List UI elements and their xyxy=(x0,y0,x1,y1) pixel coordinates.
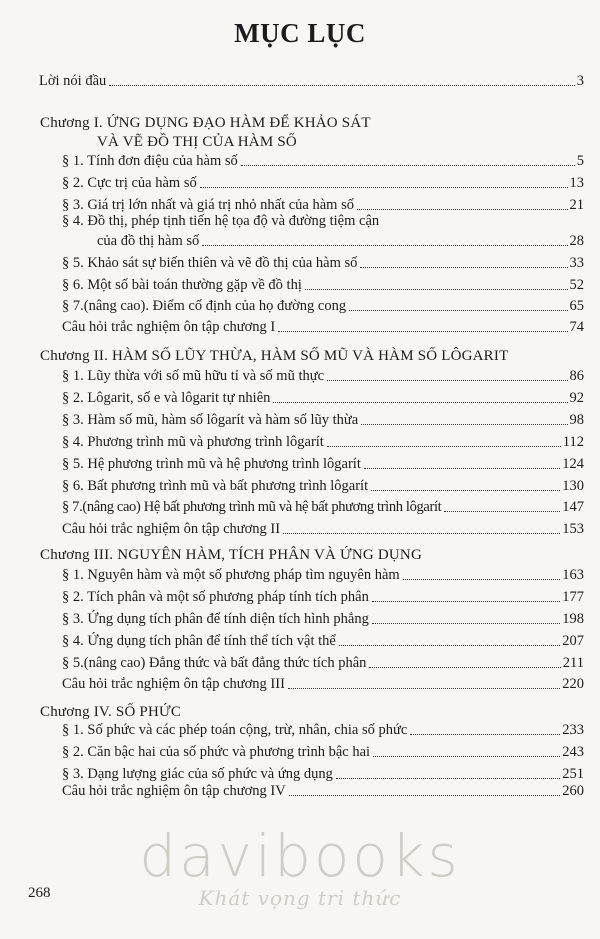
toc-entry xyxy=(62,673,584,693)
toc-entry-label: § 3. Dạng lượng giác của số phức và ứng dụng xyxy=(62,766,333,782)
toc-entry-page: 198 xyxy=(562,611,584,627)
dot-leader xyxy=(403,578,561,580)
dot-leader xyxy=(109,84,574,86)
dot-leader xyxy=(361,423,567,425)
toc-entry-label: § 6. Một số bài toán thường gặp về đồ thị xyxy=(62,277,302,293)
toc-entry xyxy=(62,172,584,192)
dot-leader xyxy=(288,687,560,689)
page-title: MỤC LỤC xyxy=(234,18,366,48)
toc-entry-label: § 2. Tích phân và một số phương pháp tính tích phân xyxy=(62,589,369,605)
dot-leader xyxy=(357,208,568,210)
chapter-heading: Chương III. NGUYÊN HÀM, TÍCH PHÂN VÀ ỨNG DỤNG xyxy=(40,547,422,563)
toc-entry-label: § 6. Bất phương trình mũ và bất phương trình lôgarít xyxy=(62,478,369,494)
toc-entry-label: § 3. Giá trị lớn nhất và giá trị nhỏ nhất của hàm số xyxy=(62,197,354,213)
toc-entry-page: 243 xyxy=(562,744,584,760)
toc-entry-page: 13 xyxy=(569,175,584,191)
toc-entry xyxy=(62,630,584,650)
toc-entry-page: 177 xyxy=(562,589,584,605)
toc-entry-label: Câu hỏi trắc nghiệm ôn tập chương IV xyxy=(62,783,286,799)
toc-entry-label: § 5. Hệ phương trình mũ và hệ phương trình lôgarít xyxy=(62,456,361,472)
toc-entry-page: 86 xyxy=(569,368,584,384)
toc-entry-label: § 2. Cực trị của hàm số xyxy=(62,175,197,191)
toc-entry-page: 211 xyxy=(562,655,584,671)
toc-entry-label: Câu hỏi trắc nghiệm ôn tập chương I xyxy=(62,319,276,335)
chapter-heading: Chương II. HÀM SỐ LŨY THỪA, HÀM SỐ MŨ VÀ HÀM SỐ LÔGARIT xyxy=(40,348,509,364)
dot-leader xyxy=(289,794,561,796)
toc-entry-label: § 7.(nâng cao). Điểm cố định của họ đường cong xyxy=(62,298,347,314)
toc-entry-page: 52 xyxy=(569,277,584,293)
dot-leader xyxy=(410,733,560,735)
toc-entry-page: 21 xyxy=(569,197,584,213)
toc-entry xyxy=(62,252,584,272)
toc-entry-preface xyxy=(39,70,584,90)
chapter-heading: Chương I. ỨNG DỤNG ĐẠO HÀM ĐỂ KHẢO SÁT xyxy=(40,115,371,131)
toc-entry xyxy=(62,274,584,294)
toc-entry-label: § 3. Ứng dụng tích phân để tính diện tích hình phẳng xyxy=(62,611,369,627)
dot-leader xyxy=(202,244,567,246)
toc-entry xyxy=(62,719,584,739)
toc-entry-page: 147 xyxy=(562,499,584,515)
toc-entry-label: Câu hỏi trắc nghiệm ôn tập chương II xyxy=(62,521,281,537)
toc-entry xyxy=(62,741,584,761)
toc-entry-page: 28 xyxy=(569,233,584,249)
toc-entry-label: § 5. Khảo sát sự biến thiên và vẽ đồ thị của hàm số xyxy=(62,255,358,271)
toc-entry-page: 98 xyxy=(569,412,584,428)
dot-leader xyxy=(372,622,560,624)
toc-entry-page: 5 xyxy=(576,153,584,169)
toc-entry xyxy=(62,608,584,628)
toc-entry-label: § 1. Số phức và các phép toán cộng, trừ, nhân, chia số phức xyxy=(62,722,408,738)
toc-entry xyxy=(62,150,584,170)
toc-entry-page: 251 xyxy=(562,766,584,782)
toc-entry-label: § 4. Ứng dụng tích phân để tính thể tích vật thể xyxy=(62,633,336,649)
toc-entry xyxy=(62,496,584,516)
toc-entry-label: § 1. Nguyên hàm và một số phương pháp tìm nguyên hàm xyxy=(62,567,400,583)
toc-entry xyxy=(62,431,584,451)
toc-entry-label: § 2. Lôgarit, số e và lôgarit tự nhiên xyxy=(62,390,271,406)
toc-entry-label: § 4. Phương trình mũ và phương trình lôgarít xyxy=(62,434,324,450)
dot-leader xyxy=(200,186,568,188)
toc-entry xyxy=(97,230,584,250)
toc-entry-label: § 1. Lũy thừa với số mũ hữu tỉ và số mũ thực xyxy=(62,368,325,384)
toc-entry-page: 130 xyxy=(562,478,584,494)
toc-entry xyxy=(62,586,584,606)
toc-entry-page: 112 xyxy=(562,434,584,450)
toc-entry xyxy=(62,316,584,336)
toc-entry xyxy=(62,194,584,214)
dot-leader xyxy=(349,309,567,311)
toc-entry-page: 233 xyxy=(562,722,584,738)
toc-entry xyxy=(62,564,584,584)
toc-entry-page: 124 xyxy=(562,456,584,472)
chapter-heading-cont: VÀ VẼ ĐỒ THỊ CỦA HÀM SỐ xyxy=(97,134,297,150)
dot-leader xyxy=(364,467,560,469)
dot-leader xyxy=(241,164,575,166)
dot-leader xyxy=(444,510,560,512)
watermark-tagline: Khát vọng tri thức xyxy=(198,886,402,910)
toc-entry-page: 220 xyxy=(562,676,584,692)
dot-leader xyxy=(327,379,567,381)
dot-leader xyxy=(373,755,560,757)
toc-entry xyxy=(62,475,584,495)
toc-entry xyxy=(62,387,584,407)
toc-entry-page: 3 xyxy=(576,73,584,89)
toc-entry-page: 163 xyxy=(562,567,584,583)
toc-entry-page: 260 xyxy=(562,783,584,799)
toc-entry xyxy=(62,518,584,538)
toc-entry-label: § 2. Căn bậc hai của số phức và phương trình bậc hai xyxy=(62,744,371,760)
toc-entry-label: § 7.(nâng cao) Hệ bất phương trình mũ và hệ bất phương trình lôgarít xyxy=(62,499,442,515)
toc-entry-page: 74 xyxy=(569,319,584,335)
toc-entry-label: § 1. Tính đơn điệu của hàm số xyxy=(62,153,238,169)
toc-entry-page: 65 xyxy=(569,298,584,314)
toc-entry-label: Câu hỏi trắc nghiệm ôn tập chương III xyxy=(62,676,285,692)
toc-entry-label: § 3. Hàm số mũ, hàm số lôgarít và hàm số lũy thừa xyxy=(62,412,359,428)
toc-entry-page: 92 xyxy=(569,390,584,406)
dot-leader xyxy=(305,288,568,290)
toc-entry-label-cont: của đồ thị hàm số xyxy=(97,233,200,249)
page-number: 268 xyxy=(28,885,51,901)
toc-entry-label: § 5.(nâng cao) Đẳng thức và bất đẳng thức tích phân xyxy=(62,655,367,671)
dot-leader xyxy=(278,330,567,332)
toc-entry xyxy=(62,409,584,429)
dot-leader xyxy=(369,666,560,668)
dot-leader xyxy=(372,600,560,602)
toc-entry-page: 207 xyxy=(562,633,584,649)
dot-leader xyxy=(371,489,560,491)
toc-entry xyxy=(62,365,584,385)
toc-entry xyxy=(62,652,584,672)
dot-leader xyxy=(336,777,560,779)
toc-entry xyxy=(62,295,584,315)
toc-entry xyxy=(62,780,584,800)
toc-entry-label: Lời nói đầu xyxy=(39,73,107,89)
dot-leader xyxy=(273,401,567,403)
watermark-logo: davibooks xyxy=(139,822,461,890)
dot-leader xyxy=(339,644,560,646)
toc-entry-page: 33 xyxy=(569,255,584,271)
toc-entry xyxy=(62,453,584,473)
toc-entry-page: 153 xyxy=(562,521,584,537)
chapter-heading: Chương IV. SỐ PHỨC xyxy=(40,704,182,720)
dot-leader xyxy=(360,266,567,268)
dot-leader xyxy=(283,532,560,534)
dot-leader xyxy=(327,445,561,447)
toc-entry-label: § 4. Đồ thị, phép tịnh tiến hệ tọa độ và đường tiệm cận xyxy=(62,213,380,229)
